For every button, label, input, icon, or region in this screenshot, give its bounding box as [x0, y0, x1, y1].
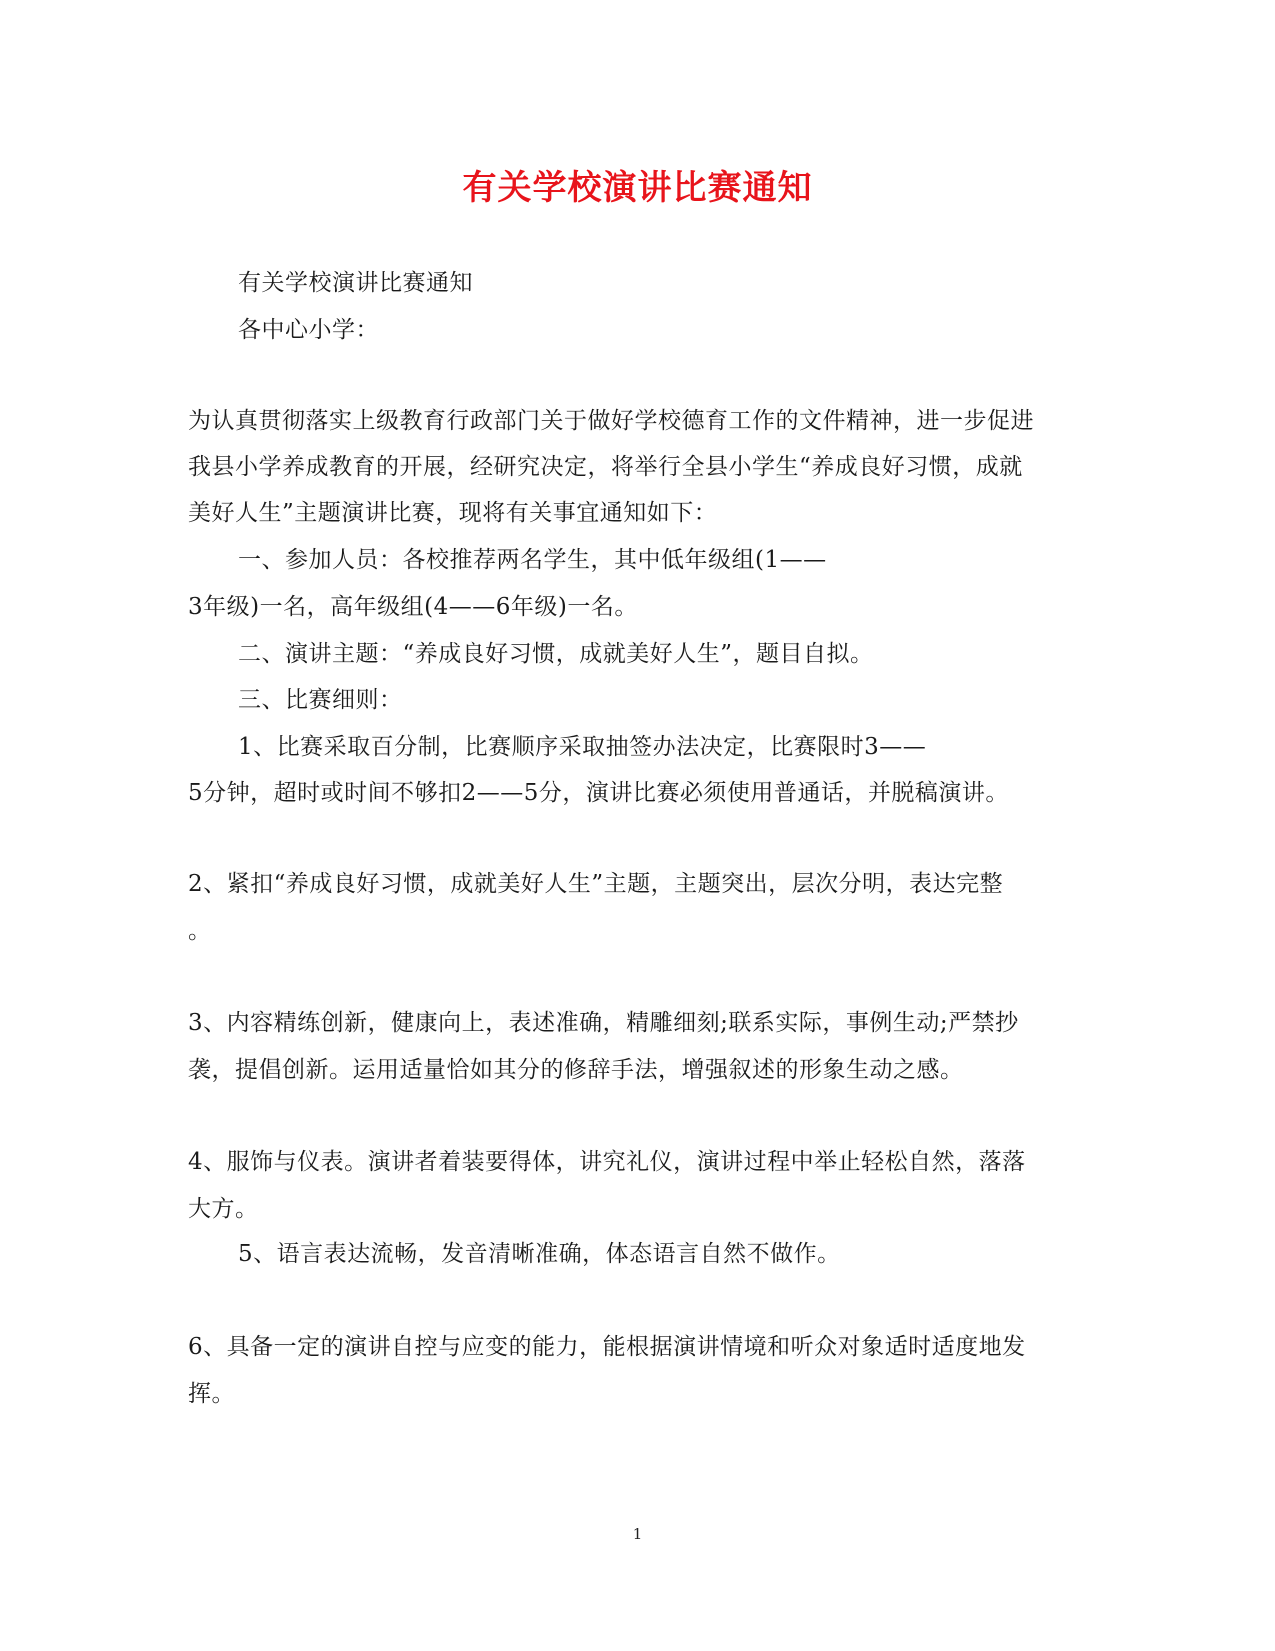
paragraph-line: 二、演讲主题：“养成良好习惯，成就美好人生”，题目自拟。: [238, 641, 874, 667]
paragraph-line: 3年级)一名，高年级组(4——6年级)一名。: [188, 594, 638, 620]
paragraph-line: 一、参加人员：各校推荐两名学生，其中低年级组(1——: [238, 547, 827, 573]
paragraph-line: 袭，提倡创新。运用适量恰如其分的修辞手法，增强叙述的形象生动之感。: [188, 1057, 964, 1083]
paragraph-line: 4、服饰与仪表。演讲者着装要得体，讲究礼仪，演讲过程中举止轻松自然，落落: [188, 1149, 1026, 1175]
paragraph-line: 为认真贯彻落实上级教育行政部门关于做好学校德育工作的文件精神，进一步促进: [188, 408, 1034, 434]
paragraph-line: 三、比赛细则：: [238, 687, 403, 713]
paragraph-line: 美好人生”主题演讲比赛，现将有关事宜通知如下：: [188, 500, 718, 526]
paragraph-line: 大方。: [188, 1196, 259, 1222]
paragraph-line: 3、内容精练创新，健康向上，表述准确，精雕细刻;联系实际，事例生动;严禁抄: [188, 1010, 1019, 1036]
paragraph-line: 。: [188, 918, 212, 944]
salutation-line: 各中心小学：: [238, 317, 379, 343]
subtitle-line: 有关学校演讲比赛通知: [238, 270, 473, 296]
paragraph-line: 6、具备一定的演讲自控与应变的能力，能根据演讲情境和听众对象适时适度地发: [188, 1334, 1026, 1360]
paragraph-line: 5分钟，超时或时间不够扣2——5分，演讲比赛必须使用普通话，并脱稿演讲。: [188, 780, 1009, 806]
paragraph-line: 1、比赛采取百分制，比赛顺序采取抽签办法决定，比赛限时3——: [238, 734, 927, 760]
paragraph-line: 5、语言表达流畅，发音清晰准确，体态语言自然不做作。: [238, 1241, 841, 1267]
paragraph-line: 挥。: [188, 1381, 235, 1407]
page-number: 1: [632, 1525, 643, 1543]
paragraph-line: 我县小学养成教育的开展，经研究决定，将举行全县小学生“养成良好习惯，成就: [188, 454, 1023, 480]
document-title: 有关学校演讲比赛通知: [462, 168, 813, 208]
paragraph-line: 2、紧扣“养成良好习惯，成就美好人生”主题，主题突出，层次分明，表达完整: [188, 871, 1004, 897]
